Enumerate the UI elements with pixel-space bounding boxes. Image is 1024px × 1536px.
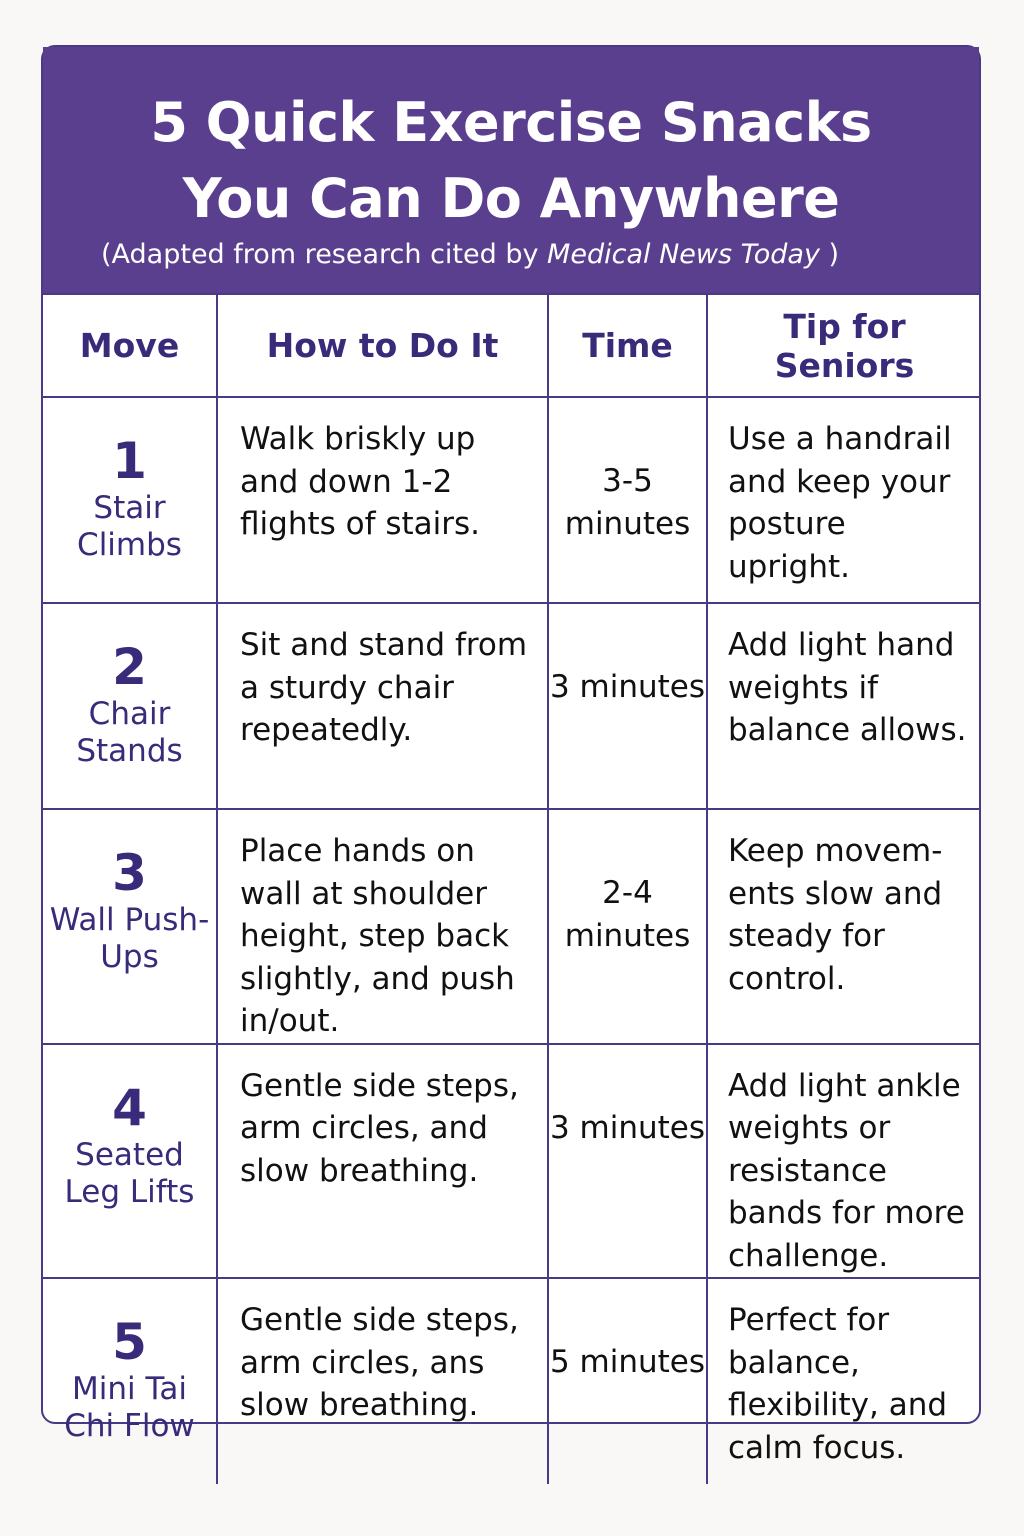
move-number: 5 <box>112 1313 147 1371</box>
how-text: Place hands on wall at shoulder height, step back slightly, and push in/out. <box>240 833 515 1039</box>
time-text: 3-5 minutes <box>564 463 691 542</box>
move-name: Seated Leg Lifts <box>64 1136 195 1210</box>
move-cell <box>43 603 217 809</box>
time-text: 2-4 minutes <box>564 875 691 954</box>
move-cell <box>43 1278 217 1484</box>
move-name: Chair Stands <box>76 696 183 769</box>
how-cell <box>217 1278 548 1484</box>
header-banner <box>43 47 979 295</box>
title-line-1: 5 Quick Exercise Snacks <box>150 91 872 154</box>
subtitle <box>101 237 839 273</box>
time-cell <box>548 603 707 809</box>
move-number: 1 <box>112 432 147 490</box>
move-number: 3 <box>112 844 147 902</box>
column-header-time: Time <box>548 295 707 397</box>
move-cell <box>43 809 217 1044</box>
move-name: Mini Tai Chi Flow <box>64 1371 195 1444</box>
tip-text: Perfect for balance, flexibility, and calm focus. <box>728 1302 948 1466</box>
tip-text: Add light hand weights if balance allows. <box>728 627 967 748</box>
move-number: 4 <box>112 1078 147 1137</box>
tip-text: Use a handrail and keep your posture upright. <box>728 421 952 585</box>
table-row <box>43 397 981 603</box>
column-header-tip: Tip for Seniors <box>707 295 981 397</box>
how-text: Sit and stand from a sturdy chair repeatedly. <box>240 627 528 748</box>
table-row <box>43 1278 981 1484</box>
move-name: Stair Climbs <box>77 490 182 563</box>
tip-cell <box>707 1278 981 1484</box>
title-line-2: You Can Do Anywhere <box>182 167 840 230</box>
column-header-move: Move <box>43 295 217 397</box>
column-header-how: How to Do It <box>217 295 548 397</box>
how-cell <box>217 809 548 1044</box>
move-cell <box>43 397 217 603</box>
time-cell <box>548 1278 707 1484</box>
time-text: 3 minutes <box>549 1109 706 1146</box>
time-cell <box>548 809 707 1044</box>
page-title <box>43 85 979 237</box>
how-text: Walk briskly up and down 1-2 flights of stairs. <box>240 421 481 542</box>
time-text: 3 minutes <box>549 669 706 705</box>
subtitle-source: Medical News Today <box>547 239 820 270</box>
how-cell <box>217 397 548 603</box>
table-row <box>43 603 981 809</box>
table-header-row <box>43 295 981 397</box>
how-text: Gentle side steps, arm circles, ans slow breathing. <box>240 1302 519 1423</box>
subtitle-suffix: ) <box>819 239 840 270</box>
exercise-table <box>43 295 981 1484</box>
table-row <box>43 809 981 1044</box>
move-number: 2 <box>112 638 147 696</box>
move-cell <box>43 1044 217 1279</box>
tip-text: Add light ankle weights or resistance bands for more challenge. <box>728 1067 965 1274</box>
how-cell <box>217 1044 548 1279</box>
tip-cell <box>707 397 981 603</box>
subtitle-prefix: (Adapted from research cited by <box>101 239 548 270</box>
move-name: Wall Push-Ups <box>49 902 210 975</box>
how-text: Gentle side steps, arm circles, and slow breathing. <box>240 1067 519 1189</box>
tip-cell <box>707 603 981 809</box>
tip-cell <box>707 1044 981 1279</box>
tip-cell <box>707 809 981 1044</box>
time-cell <box>548 1044 707 1279</box>
time-text: 5 minutes <box>549 1344 706 1380</box>
tip-text: Keep movem-ents slow and steady for control. <box>728 833 943 997</box>
table-row <box>43 1044 981 1279</box>
time-cell <box>548 397 707 603</box>
how-cell <box>217 603 548 809</box>
exercise-card <box>41 45 981 1466</box>
